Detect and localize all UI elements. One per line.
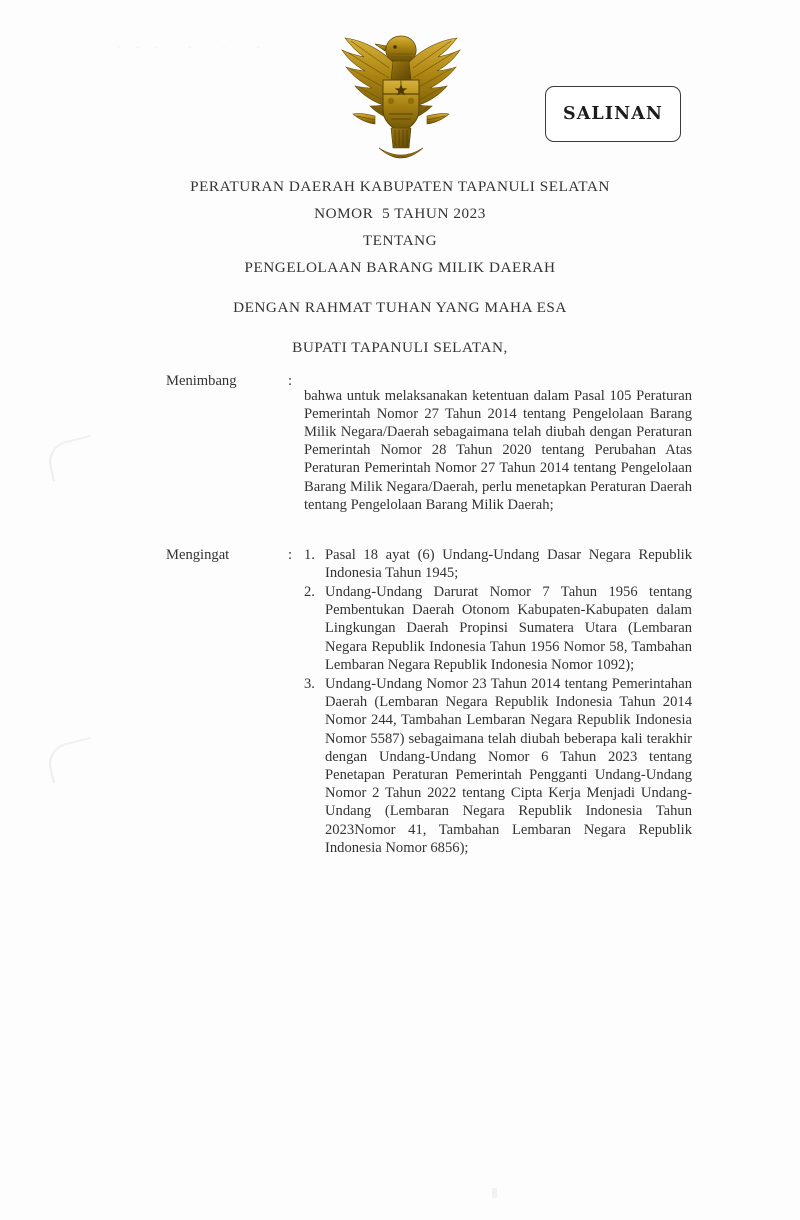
regulation-subject: PENGELOLAAN BARANG MILIK DAERAH xyxy=(244,259,556,276)
clause-mengingat xyxy=(0,546,800,857)
clause-mengingat-label: Mengingat xyxy=(166,546,230,563)
list-item-marker: 3. xyxy=(304,676,315,693)
regulation-tentang-label: TENTANG xyxy=(362,232,438,249)
list-item xyxy=(304,675,692,857)
scan-artifact-bottom xyxy=(492,1188,497,1198)
scan-artifact-top: ··· · · · xyxy=(118,42,275,54)
list-item-marker: 1. xyxy=(304,546,315,563)
salinan-stamp xyxy=(545,86,681,142)
list-item xyxy=(304,546,692,582)
clause-menimbang-label: Menimbang xyxy=(166,373,237,389)
issuing-official: BUPATI TAPANULI SELATAN, xyxy=(292,339,508,356)
regulation-heading: PERATURAN DAERAH KABUPATEN TAPANULI SELATAN xyxy=(190,178,610,195)
list-item-text: Pasal 18 ayat (6) Undang-Undang Dasar Negara Republik Indonesia Tahun 1945; xyxy=(325,546,692,581)
regulation-number: NOMOR 5 TAHUN 2023 xyxy=(314,205,486,222)
clause-menimbang xyxy=(0,372,800,529)
clause-section xyxy=(0,372,800,857)
salinan-stamp-label: SALINAN xyxy=(563,104,663,124)
clause-mengingat-colon: : xyxy=(288,546,293,563)
clause-menimbang-text: bahwa untuk melaksanakan ketentuan dalam Pasal 105 Peraturan Pemerintah Nomor 27 Tahun 2014 tentang Pengelolaan Barang Milik Negara/Daerah sebagaimana telah diubah dengan Peraturan Pemerintah Nomor 28 Tahun 2020 tentang Perubahan Atas Peraturan Pemerintah Nomor 27 Tahun 2014 tentang Pengelolaan Barang Milik Negara/Daerah, perlu menetapkan Peraturan Daerah tentang Pengelolaan Barang Milik Daerah; xyxy=(304,387,692,513)
garuda-pancasila-emblem xyxy=(331,24,471,166)
legal-basis-list xyxy=(304,546,692,857)
list-item-marker: 2. xyxy=(304,584,315,601)
clause-mengingat-body xyxy=(304,546,692,857)
clause-menimbang-colon: : xyxy=(288,373,293,389)
list-item xyxy=(304,583,692,674)
clause-menimbang-body xyxy=(304,372,692,529)
list-item-text: Undang-Undang Nomor 23 Tahun 2014 tentang Pemerintahan Daerah (Lembaran Negara Republik Indonesia Tahun 2014 Nomor 244, Tambahan Lembaran Negara Republik Indonesia Nomor 5587) sebagaimana telah diubah beberapa kali terakhir dengan Undang-Undang Nomor 6 Tahun 2023 tentang Penetapan Peraturan Pemerintah Pengganti Undang-Undang Nomor 2 Tahun 2022 tentang Cipta Kerja Menjadi Undang-Undang (Lembaran Negara Republik Indonesia Tahun 2023Nomor 41, Tambahan Lembaran Negara Republik Indonesia Nomor 6856); xyxy=(325,676,692,856)
document-title-block xyxy=(0,178,800,357)
list-item-text: Undang-Undang Darurat Nomor 7 Tahun 1956 tentang Pembentukan Daerah Otonom Kabupaten-Kabupaten dalam Lingkungan Daerah Propinsi Sumatera Utara (Lembaran Negara Republik Indonesia Tahun 1956 Nomor 58, Tambahan Lembaran Negara Republik Indonesia Nomor 1092); xyxy=(325,584,692,673)
invocation-line: DENGAN RAHMAT TUHAN YANG MAHA ESA xyxy=(233,299,567,316)
